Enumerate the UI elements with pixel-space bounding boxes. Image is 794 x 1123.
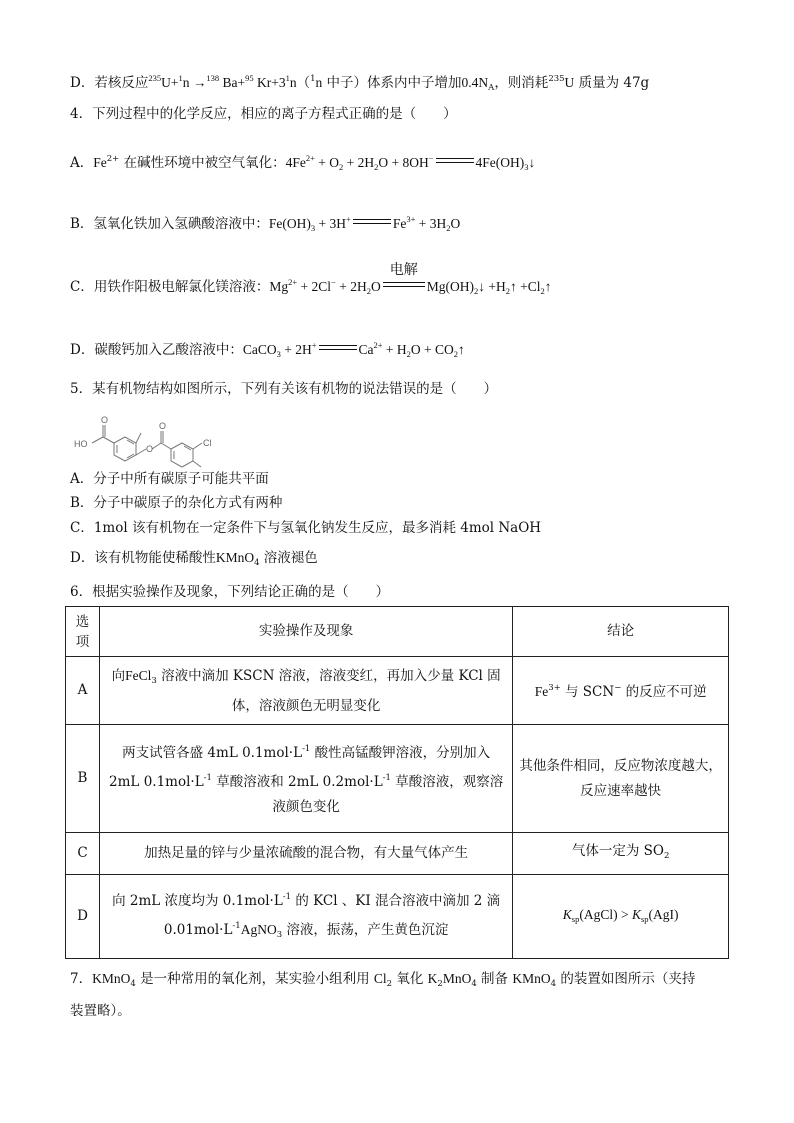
conclusion-cell: $K_{sp}(AgCl) > K_{sp}(AgI)$ xyxy=(513,875,729,959)
molecule-structure-image xyxy=(70,410,250,468)
svg-text:HO: HO xyxy=(74,439,88,449)
option-cell: C xyxy=(66,833,100,875)
equals-sign-icon xyxy=(319,343,357,353)
q4-option-a: A．$Fe^{2+}$ 在碱性环境中被空气氧化：$4Fe^{2+} + O_2 + 2H_2O + 8OH^-$ $4Fe(OH)_3↓$ xyxy=(70,153,536,172)
q6-table xyxy=(65,606,729,959)
table-row xyxy=(66,725,729,833)
q4-stem: 4．下列过程中的化学反应，相应的离子方程式正确的是（ ） xyxy=(70,106,457,122)
header-operation: 实验操作及现象 xyxy=(99,607,512,657)
operation-cell: 向 2mL 浓度均为 $0.1mol\cdot L^{-1}$ 的 KCl 、KI 混合溶液中滴加 2 滴 $0.01mol\cdot L^{-1}AgNO_3$ 溶液，振荡，产生黄色沉淀 xyxy=(99,875,512,959)
equals-sign-icon xyxy=(436,156,474,166)
q7-stem-line2: 装置略）。 xyxy=(70,1003,131,1019)
q6-stem: 6．根据实验操作及现象，下列结论正确的是（ ） xyxy=(70,584,390,600)
q5-stem: 5．某有机物结构如图所示，下列有关该有机物的说法错误的是（ ） xyxy=(70,381,498,397)
q4-option-c: C．用铁作阳极电解氯化镁溶液：$Mg^{2+} + 2Cl^- + 2H_2O$ 电解 $Mg(OH)_2↓$ $+H_2↑$ $+Cl_2↑$ xyxy=(70,262,552,296)
option-cell: D xyxy=(66,875,100,959)
table-header-row xyxy=(66,607,729,657)
table-row xyxy=(66,833,729,875)
operation-cell: 向FeCl$_3$ 溶液中滴加 KSCN 溶液，溶液变红，再加入少量 KCl 固 体，溶液颜色无明显变化 xyxy=(99,657,512,725)
option-cell: B xyxy=(66,725,100,833)
equals-sign-icon xyxy=(353,217,391,227)
operation-cell: 两支试管各盛 4mL $0.1mol\cdot L^{-1}$ 酸性高锰酸钾溶液，分别加入 2mL $0.1mol\cdot L^{-1}$ 草酸溶液和 2mL $0.2mol\cdot L^{-1}$ 草酸溶液，观察溶 液颜色变化 xyxy=(99,725,512,833)
q7-stem: 7．KMnO$_4$ 是一种常用的氧化剂，某实验小组利用 $Cl_2$ 氧化 $K_2MnO_4$ 制备 KMnO$_4$ 的装置如图所示（夹持 xyxy=(70,971,696,989)
header-option: 选 项 xyxy=(66,607,100,657)
q5-option-d: D．该有机物能使稀酸性KMnO$_4$ 溶液褪色 xyxy=(70,550,318,568)
svg-text:O: O xyxy=(101,415,109,425)
table-row xyxy=(66,657,729,725)
q4-option-d: D．碳酸钙加入乙酸溶液中：CaCO$_3$ + 2H+ $Ca^{2+} + H_2O$ + $CO_2↑$ xyxy=(70,340,465,359)
option-cell: A xyxy=(66,657,100,725)
svg-text:O: O xyxy=(159,421,167,431)
q5-option-c: C．1mol 该有机物在一定条件下与氢氧化钠发生反应，最多消耗 4mol NaOH xyxy=(70,520,542,536)
operation-cell: 加热足量的锌与少量浓硫酸的混合物，有大量气体产生 xyxy=(99,833,512,875)
q5-option-b: B．分子中碳原子的杂化方式有两种 xyxy=(70,495,283,511)
header-conclusion: 结论 xyxy=(513,607,729,657)
table-row xyxy=(66,875,729,959)
q5-option-a: A．分子中所有碳原子可能共平面 xyxy=(70,471,269,487)
svg-text:O: O xyxy=(146,444,154,454)
svg-text:Cl: Cl xyxy=(203,438,212,448)
q4-option-b: B．氢氧化铁加入氢碘酸溶液中：$Fe(OH)_3 + 3H^+$ $Fe^{3+} + 3H_2O$ xyxy=(70,214,461,233)
q3-option-d: D．若核反应$^{235}$U+$^1$n →$^{138}$ Ba+$^{95}$ $Kr+3^1n(^1n$ 中子）体系内中子增加$0.4N_A$，则消耗$^{235}$U 质量为 47g xyxy=(70,73,650,93)
conclusion-cell: 其他条件相同，反应物浓度越大， 反应速率越快 xyxy=(513,725,729,833)
conclusion-cell: $Fe^{3+}$ 与 SCN− 的反应不可逆 xyxy=(513,657,729,725)
electrolysis-equals-sign: 电解 xyxy=(389,262,418,278)
conclusion-cell: 气体一定为 $SO_2$ xyxy=(513,833,729,875)
